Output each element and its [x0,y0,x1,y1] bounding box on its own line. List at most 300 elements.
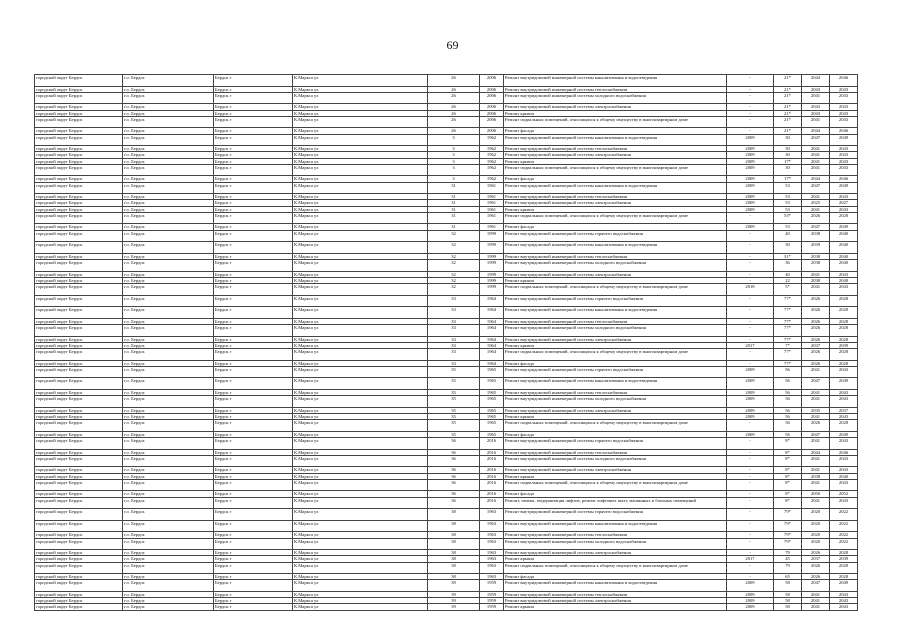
plan-start-cell: 2026 [802,550,830,556]
municipality-cell: городской округ Бердск [35,75,123,87]
municipality-cell: городской округ Бердск [35,259,123,271]
build-year-cell: 1961 [480,212,504,224]
work-type-cell: Ремонт внутридомовой инженерной системы теплоснабжения [504,591,727,597]
work-type-cell: Ремонт крыши [504,277,727,283]
table-row [35,164,858,176]
house-number-cell: 36 [428,473,480,479]
house-number-cell: 38 [428,556,480,562]
build-year-cell: 1963 [480,556,504,562]
last-repair-year-cell: - [727,348,774,360]
table-row [35,182,858,194]
last-repair-year-cell: 2009 [727,182,774,194]
wear-cell: 53 [774,182,802,194]
street-cell: К.Маркса ул [293,479,428,491]
house-number-cell: 35 [428,420,480,432]
work-type-cell: Ремонт внутридомовой инженерной системы электроснабжения [504,271,727,277]
work-type-cell: Ремонт подвальных помещений, относящихся к общему имуществу в многоквартирном доме [504,562,727,574]
house-number-cell: 32 [428,277,480,283]
build-year-cell: 2016 [480,491,504,497]
plan-end-cell: 2049 [830,378,858,390]
city-cell: Бердск г [214,509,293,521]
street-cell: К.Маркса ул [293,420,428,432]
street-cell: К.Маркса ул [293,128,428,134]
street-cell: К.Маркса ул [293,200,428,206]
build-year-cell: 1963 [480,532,504,538]
district-cell: г.о. Бердск [123,307,214,319]
district-cell: г.о. Бердск [123,224,214,230]
city-cell: Бердск г [214,378,293,390]
table-row [35,509,858,521]
last-repair-year-cell: 2009 [727,591,774,597]
city-cell: Бердск г [214,277,293,283]
work-type-cell: Ремонт подвальных помещений, относящихся к общему имуществу в многоквартирном доме [504,116,727,128]
street-cell: К.Маркса ул [293,437,428,449]
district-cell: г.о. Бердск [123,455,214,467]
plan-end-cell: 2028 [830,562,858,574]
street-cell: К.Маркса ул [293,134,428,146]
municipality-cell: городской округ Бердск [35,146,123,152]
build-year-cell: 1962 [480,164,504,176]
municipality-cell: городской округ Бердск [35,342,123,348]
plan-start-cell: 2026 [802,336,830,342]
district-cell: г.о. Бердск [123,164,214,176]
municipality-cell: городской округ Бердск [35,360,123,366]
city-cell: Бердск г [214,259,293,271]
district-cell: г.о. Бердск [123,550,214,556]
district-cell: г.о. Бердск [123,378,214,390]
plan-start-cell: 2047 [802,134,830,146]
plan-end-cell: 2028 [830,307,858,319]
house-number-cell: 31 [428,194,480,200]
district-cell: г.о. Бердск [123,574,214,580]
last-repair-year-cell: - [727,242,774,254]
house-number-cell: 26 [428,116,480,128]
municipality-cell: городской округ Бердск [35,431,123,437]
city-cell: Бердск г [214,449,293,455]
wear-cell: 30 [774,146,802,152]
street-cell: К.Маркса ул [293,342,428,348]
city-cell: Бердск г [214,307,293,319]
district-cell: г.о. Бердск [123,396,214,408]
work-type-cell: Ремонт фасада [504,360,727,366]
wear-cell: 77* [774,348,802,360]
house-number-cell: 33 [428,324,480,336]
plan-start-cell: 2041 [802,366,830,378]
wear-cell: 56 [774,396,802,408]
municipality-cell: городской округ Бердск [35,556,123,562]
wear-cell: 8* [774,473,802,479]
municipality-cell: городской округ Бердск [35,134,123,146]
street-cell: К.Маркса ул [293,407,428,413]
wear-cell: 79 [774,562,802,574]
house-number-cell: 38 [428,509,480,521]
house-number-cell: 38 [428,520,480,532]
district-cell: г.о. Бердск [123,598,214,604]
municipality-cell: городской округ Бердск [35,307,123,319]
plan-end-cell: 2027 [830,200,858,206]
plan-end-cell: 2043 [830,164,858,176]
street-cell: К.Маркса ул [293,158,428,164]
table-row [35,75,858,87]
city-cell: Бердск г [214,604,293,610]
build-year-cell: 1964 [480,336,504,342]
municipality-cell: городской округ Бердск [35,104,123,110]
build-year-cell: 1964 [480,324,504,336]
last-repair-year-cell: 2009 [727,413,774,419]
plan-start-cell: 2047 [802,224,830,230]
house-number-cell: 39 [428,580,480,592]
plan-start-cell: 2020 [802,532,830,538]
district-cell: г.о. Бердск [123,413,214,419]
plan-start-cell: 2041 [802,604,830,610]
plan-end-cell: 2043 [830,479,858,491]
district-cell: г.о. Бердск [123,497,214,509]
house-number-cell: 35 [428,407,480,413]
last-repair-year-cell: 2009 [727,224,774,230]
house-number-cell: 32 [428,271,480,277]
last-repair-year-cell: - [727,455,774,467]
municipality-cell: городской округ Бердск [35,164,123,176]
wear-cell: 22 [774,277,802,283]
plan-start-cell: 2038 [802,230,830,242]
municipality-cell: городской округ Бердск [35,437,123,449]
district-cell: г.о. Бердск [123,324,214,336]
city-cell: Бердск г [214,134,293,146]
plan-end-cell: 2028 [830,550,858,556]
city-cell: Бердск г [214,556,293,562]
plan-end-cell: 2043 [830,146,858,152]
build-year-cell: 1962 [480,176,504,182]
plan-start-cell: 2026 [802,562,830,574]
wear-cell: 53 [774,194,802,200]
city-cell: Бердск г [214,283,293,295]
plan-end-cell: 2046 [830,176,858,182]
plan-start-cell: 2038 [802,259,830,271]
house-number-cell: 38 [428,574,480,580]
work-type-cell: Ремонт подвальных помещений, относящихся к общему имуществу в многоквартирном доме [504,283,727,295]
plan-end-cell: 2043 [830,194,858,200]
plan-end-cell: 2049 [830,580,858,592]
build-year-cell: 1959 [480,580,504,592]
wear-cell: 21* [774,92,802,104]
street-cell: К.Маркса ул [293,92,428,104]
build-year-cell: 1959 [480,591,504,597]
work-type-cell: Ремонт крыши [504,413,727,419]
house-number-cell: 26 [428,75,480,87]
plan-end-cell: 2039 [830,342,858,348]
table-row [35,520,858,532]
municipality-cell: городской округ Бердск [35,378,123,390]
house-number-cell: 35 [428,389,480,395]
municipality-cell: городской округ Бердск [35,520,123,532]
last-repair-year-cell: 2009 [727,407,774,413]
district-cell: г.о. Бердск [123,407,214,413]
build-year-cell: 1999 [480,283,504,295]
wear-cell: 77* [774,318,802,324]
work-type-cell: Ремонт внутридомовой инженерной системы канализования и водоотведения [504,134,727,146]
house-number-cell: 3 [428,164,480,176]
plan-end-cell: 2028 [830,574,858,580]
table-row [35,307,858,319]
street-cell: К.Маркса ул [293,556,428,562]
plan-end-cell: 2046 [830,449,858,455]
street-cell: К.Маркса ул [293,75,428,87]
house-number-cell: 35 [428,431,480,437]
district-cell: г.о. Бердск [123,580,214,592]
plan-end-cell: 2028 [830,360,858,366]
plan-end-cell: 2043 [830,455,858,467]
build-year-cell: 1964 [480,295,504,307]
plan-start-cell: 2047 [802,182,830,194]
street-cell: К.Маркса ул [293,591,428,597]
work-type-cell: Ремонт внутридомовой инженерной системы электроснабжения [504,104,727,110]
city-cell: Бердск г [214,389,293,395]
build-year-cell: 2016 [480,473,504,479]
house-number-cell: 38 [428,538,480,550]
wear-cell: 77* [774,324,802,336]
wear-cell: 56 [774,413,802,419]
work-type-cell: Ремонт внутридомовой инженерной системы теплоснабжения [504,449,727,455]
work-type-cell: Ремонт внутридомовой инженерной системы теплоснабжения [504,253,727,259]
plan-start-cell: 2041 [802,158,830,164]
plan-start-cell: 2041 [802,389,830,395]
municipality-cell: городской округ Бердск [35,455,123,467]
work-type-cell: Ремонт внутридомовой инженерной системы канализования и водоотведения [504,580,727,592]
house-number-cell: 36 [428,437,480,449]
municipality-cell: городской округ Бердск [35,479,123,491]
build-year-cell: 2006 [480,110,504,116]
house-number-cell: 26 [428,110,480,116]
house-number-cell: 3 [428,176,480,182]
last-repair-year-cell: 2009 [727,176,774,182]
last-repair-year-cell: - [727,110,774,116]
plan-start-cell: 2047 [802,580,830,592]
district-cell: г.о. Бердск [123,152,214,158]
table-row [35,134,858,146]
city-cell: Бердск г [214,110,293,116]
work-type-cell: Ремонт подвальных помещений, относящихся к общему имуществу в многоквартирном доме [504,479,727,491]
municipality-cell: городской округ Бердск [35,467,123,473]
house-number-cell: 36 [428,449,480,455]
plan-end-cell: 2028 [830,212,858,224]
municipality-cell: городской округ Бердск [35,389,123,395]
district-cell: г.о. Бердск [123,277,214,283]
street-cell: К.Маркса ул [293,532,428,538]
street-cell: К.Маркса ул [293,283,428,295]
work-type-cell: Ремонт внутридомовой инженерной системы канализования и водоотведения [504,307,727,319]
city-cell: Бердск г [214,407,293,413]
wear-cell: 53 [774,200,802,206]
city-cell: Бердск г [214,271,293,277]
district-cell: г.о. Бердск [123,116,214,128]
table-row [35,538,858,550]
wear-cell: 30 [774,242,802,254]
district-cell: г.о. Бердск [123,520,214,532]
street-cell: К.Маркса ул [293,378,428,390]
city-cell: Бердск г [214,479,293,491]
municipality-cell: городской округ Бердск [35,176,123,182]
plan-end-cell: 2043 [830,152,858,158]
work-type-cell: Ремонт внутридомовой инженерной системы горячего водоснабжения [504,437,727,449]
house-number-cell: 31 [428,206,480,212]
last-repair-year-cell: - [727,307,774,319]
street-cell: К.Маркса ул [293,520,428,532]
house-number-cell: 3 [428,152,480,158]
street-cell: К.Маркса ул [293,182,428,194]
build-year-cell: 1999 [480,230,504,242]
plan-end-cell: 2043 [830,206,858,212]
house-number-cell: 31 [428,224,480,230]
plan-start-cell: 2026 [802,420,830,432]
district-cell: г.о. Бердск [123,283,214,295]
street-cell: К.Маркса ул [293,242,428,254]
table-row [35,283,858,295]
last-repair-year-cell: 2009 [727,396,774,408]
city-cell: Бердск г [214,318,293,324]
plan-end-cell: 2043 [830,116,858,128]
last-repair-year-cell: 2009 [727,194,774,200]
work-type-cell: Ремонт крыши [504,604,727,610]
table-row [35,479,858,491]
house-number-cell: 35 [428,366,480,378]
table-row [35,242,858,254]
city-cell: Бердск г [214,104,293,110]
street-cell: К.Маркса ул [293,116,428,128]
last-repair-year-cell: - [727,562,774,574]
build-year-cell: 1962 [480,146,504,152]
work-type-cell: Ремонт подвальных помещений, относящихся к общему имуществу в многоквартирном доме [504,212,727,224]
last-repair-year-cell: - [727,467,774,473]
plan-end-cell: 2043 [830,497,858,509]
plan-start-cell: 2041 [802,598,830,604]
work-type-cell: Ремонт внутридомовой инженерной системы канализования и водоотведения [504,75,727,87]
municipality-cell: городской округ Бердск [35,538,123,550]
street-cell: К.Маркса ул [293,194,428,200]
plan-end-cell: 2043 [830,604,858,610]
city-cell: Бердск г [214,152,293,158]
district-cell: г.о. Бердск [123,360,214,366]
municipality-cell: городской округ Бердск [35,253,123,259]
street-cell: К.Маркса ул [293,431,428,437]
wear-cell: 79 [774,550,802,556]
work-type-cell: Ремонт фасада [504,128,727,134]
district-cell: г.о. Бердск [123,336,214,342]
municipality-cell: городской округ Бердск [35,318,123,324]
wear-cell: 56 [774,389,802,395]
plan-end-cell: 2043 [830,467,858,473]
municipality-cell: городской округ Бердск [35,396,123,408]
build-year-cell: 1965 [480,413,504,419]
street-cell: К.Маркса ул [293,348,428,360]
plan-start-cell: 2038 [802,473,830,479]
build-year-cell: 1999 [480,271,504,277]
district-cell: г.о. Бердск [123,259,214,271]
municipality-cell: городской округ Бердск [35,580,123,592]
wear-cell: 53 [774,224,802,230]
plan-start-cell: 2026 [802,348,830,360]
plan-start-cell: 2041 [802,206,830,212]
wear-cell: 56 [774,407,802,413]
plan-end-cell: 2040 [830,259,858,271]
district-cell: г.о. Бердск [123,182,214,194]
municipality-cell: городской округ Бердск [35,491,123,497]
house-number-cell: 35 [428,396,480,408]
build-year-cell: 1965 [480,431,504,437]
municipality-cell: городской округ Бердск [35,242,123,254]
city-cell: Бердск г [214,116,293,128]
street-cell: К.Маркса ул [293,206,428,212]
plan-start-cell: 2020 [802,520,830,532]
build-year-cell: 2016 [480,467,504,473]
plan-start-cell: 2050 [802,491,830,497]
build-year-cell: 1963 [480,520,504,532]
city-cell: Бердск г [214,182,293,194]
plan-end-cell: 2049 [830,431,858,437]
wear-cell: 53* [774,212,802,224]
house-number-cell: 38 [428,532,480,538]
table-row [35,230,858,242]
city-cell: Бердск г [214,366,293,378]
house-number-cell: 36 [428,491,480,497]
municipality-cell: городской округ Бердск [35,532,123,538]
district-cell: г.о. Бердск [123,230,214,242]
municipality-cell: городской округ Бердск [35,206,123,212]
street-cell: К.Маркса ул [293,574,428,580]
wear-cell: 17* [774,158,802,164]
work-type-cell: Ремонт крыши [504,206,727,212]
wear-cell: 30 [774,164,802,176]
municipality-cell: городской округ Бердск [35,366,123,378]
last-repair-year-cell: - [727,437,774,449]
last-repair-year-cell: - [727,360,774,366]
street-cell: К.Маркса ул [293,259,428,271]
street-cell: К.Маркса ул [293,110,428,116]
plan-start-cell: 2041 [802,92,830,104]
house-number-cell: 36 [428,479,480,491]
district-cell: г.о. Бердск [123,75,214,87]
work-type-cell: Ремонт внутридомовой инженерной системы теплоснабжения [504,86,727,92]
wear-cell: 8* [774,479,802,491]
build-year-cell: 2016 [480,449,504,455]
district-cell: г.о. Бердск [123,86,214,92]
city-cell: Бердск г [214,176,293,182]
build-year-cell: 2006 [480,92,504,104]
plan-start-cell: 2020 [802,538,830,550]
district-cell: г.о. Бердск [123,128,214,134]
wear-cell: 79* [774,520,802,532]
last-repair-year-cell: 2009 [727,134,774,146]
wear-cell: 7* [774,342,802,348]
table-row [35,366,858,378]
plan-start-cell: 2026 [802,318,830,324]
district-cell: г.о. Бердск [123,467,214,473]
wear-cell: 79* [774,509,802,521]
street-cell: К.Маркса ул [293,413,428,419]
work-type-cell: Ремонт внутридомовой инженерной системы электроснабжения [504,467,727,473]
city-cell: Бердск г [214,532,293,538]
district-cell: г.о. Бердск [123,437,214,449]
build-year-cell: 1965 [480,389,504,395]
district-cell: г.о. Бердск [123,479,214,491]
wear-cell: 21* [774,110,802,116]
municipality-cell: городской округ Бердск [35,407,123,413]
work-type-cell: Ремонт фасада [504,574,727,580]
plan-start-cell: 2041 [802,396,830,408]
last-repair-year-cell: 2009 [727,604,774,610]
table-row [35,92,858,104]
city-cell: Бердск г [214,473,293,479]
street-cell: К.Маркса ул [293,550,428,556]
